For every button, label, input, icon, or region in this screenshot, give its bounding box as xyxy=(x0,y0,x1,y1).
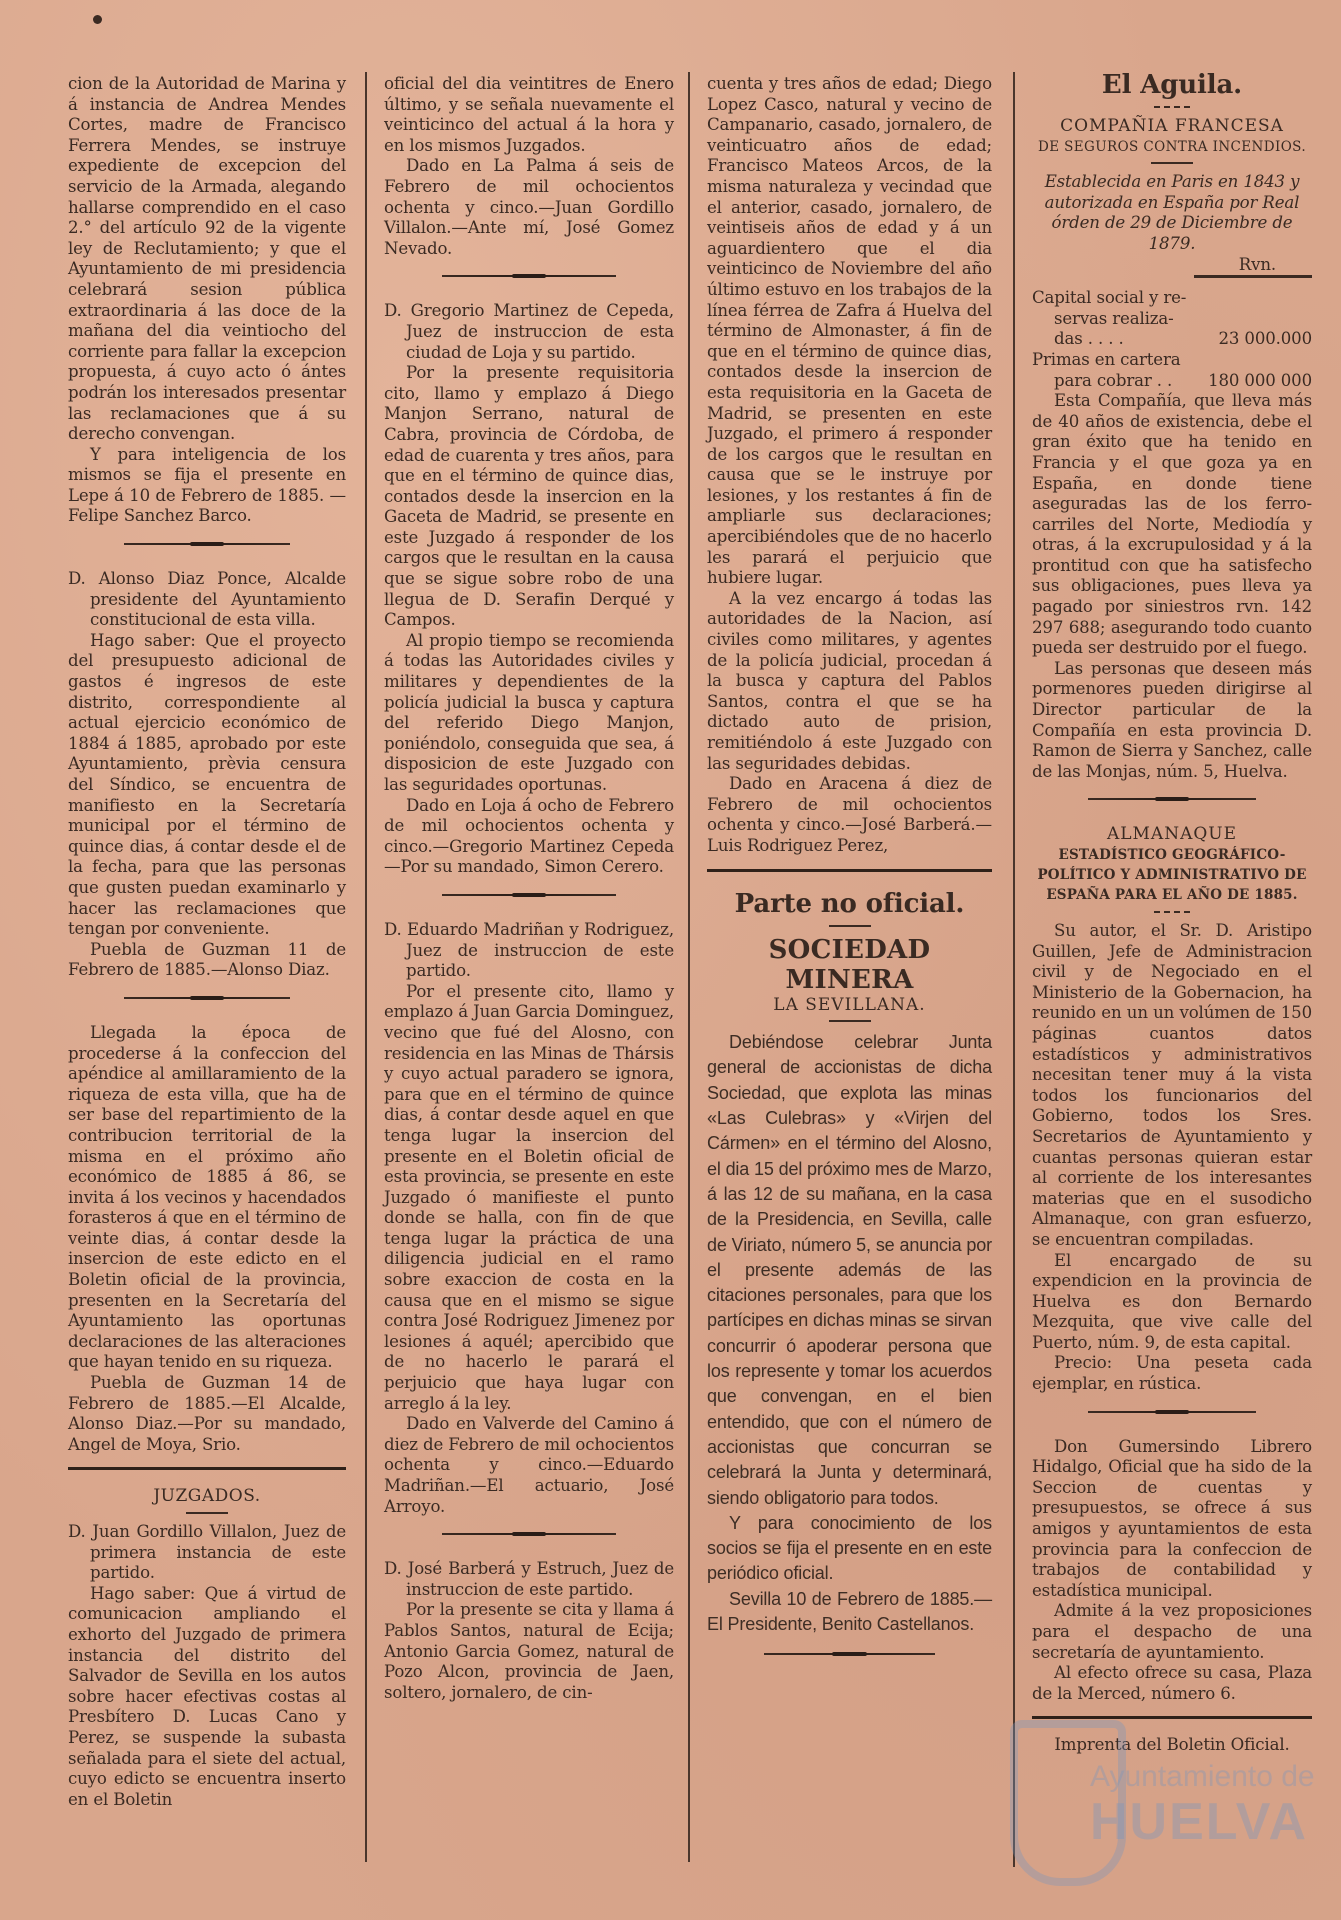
section-divider xyxy=(442,1533,616,1535)
barbera-notice-signature: Dado en Aracena á diez de Febrero de mil ochocientos ochenta y cinco.—José Barberá.—Luis Rodriguez Perez, xyxy=(707,774,992,855)
el-aguila-subtitle: COMPAÑIA FRANCESA xyxy=(1060,116,1284,136)
el-aguila-body: Esta Compañía, que lleva más de 40 años de existencia, debe el gran éxito que ha tenido en Francia y el que goza ya en España, en donde tiene aseguradas las de los ferro-carriles del Norte, Mediodía y otras, á la excrupulosidad y á la prontitud con que ha satisfecho sus obligaciones, pues lleva ya pagado por siniestros rvn. 142 297 688; asegurando todo cuanto pueda ser destruido por el fuego. xyxy=(1032,391,1312,658)
el-aguila-establishment: Establecida en Paris en 1843 y autorizada en España por Real órden de 29 de Diciembre de 1879. xyxy=(1044,172,1300,253)
column-2 xyxy=(384,74,674,1703)
amillaramiento-notice-body: Llegada la época de procederse á la confeccion del apéndice al amillaramiento de la riqueza de esta villa, que ha de ser base del repartimiento de la contribucion territorial de la misma en el próximo año económico de 1885 á 86, se invita á los vecinos y hacendados forasteros á que en el término de veinte dias, á contar desde la insercion de este edicto en el Boletin oficial de la provincia, presenten en la Secretaría del Ayuntamiento las oportunas declaraciones de las alteraciones que hayan tenido en su riqueza. xyxy=(68,1022,346,1372)
el-aguila-body-2: Las personas que deseen más pormenores pueden dirigirse al Director particular de la Compañía en esta provincia D. Ramon de Sierra y Sanchez, calle de las Monjas, núm. 5, Huelva. xyxy=(1032,658,1312,781)
minera-notice-body: Debiéndose celebrar Junta general de accionistas de dicha Sociedad, que explota las minas «Las Culebras» y «Virjen del Cármen» en el término del Alosno, el dia 15 del próximo mes de Marzo, á las 12 de su mañana, en la casa de la Presidencia, en Sevilla, calle de Viriato, número 5, se anuncia por el presente además de las citaciones personales, para que los partícipes en dichas minas se sirvan concurrir ó apoderar persona que los represente y tomar los acuerdos que convengan, en el bien entendido, que con el número de accionistas que concurran se celebrará la Junta y determinará, siendo obligatorio para todos. xyxy=(707,1032,992,1508)
watermark-line-2: HUELVA xyxy=(1090,1793,1309,1851)
almanaque-body-2: El encargado de su expendicion en la provincia de Huelva es don Bernardo Mezquita, que vive calle del Puerto, núm. 9, de esta capital. xyxy=(1032,1250,1312,1352)
lepe-notice-signature: Y para inteligencia de los mismos se fija el presente en Lepe á 10 de Febrero de 1885. —Felipe Sanchez Barco. xyxy=(68,444,346,526)
column-rule xyxy=(365,72,367,1862)
alonso-notice-body: Hago saber: Que el proyecto del presupuesto adicional de gastos é ingresos de este distrito, correspondiente al actual ejercicio económico de 1884 á 1885, aprobado por este Ayuntamiento, prèvia censura del Síndico, se encuentra de manifiesto en la Secretaría municipal por el término de quince dias, á contar desde el de la fecha, para que las personas que gusten puedan examinarlo y hacer las reclamaciones que tengan por conveniente. xyxy=(68,630,346,939)
heading-rule xyxy=(1154,106,1190,108)
almanaque-body: Su autor, el Sr. D. Aristipo Guillen, Jefe de Administracion civil y de Negociado en el Ministerio de la Gobernacion, ha reunido en un un volúmen de 150 páginas cuantos datos estadísticos y administrativos necesitan tener muy á la vista todos los funcionarios del Gobierno, todos los Sres. Secretarios de Ayuntamiento y cuantas personas quieran estar al corriente de los interesantes materias que en el susodicho Almanaque, con gran esfuerzo, se encuentran compiladas. xyxy=(1032,921,1312,1249)
gordillo-notice-continued: oficial del dia veintitres de Enero último, y se señala nuevamente el veinticinco del actual á la hora y en los mismos Juzgados. xyxy=(384,74,674,155)
cepeda-notice-heading: D. Gregorio Martinez de Cepeda, Juez de instruccion de esta ciudad de Loja y su partido. xyxy=(384,301,674,362)
heading-rule xyxy=(829,925,871,927)
alonso-notice-heading: D. Alonso Diaz Ponce, Alcalde presidente del Ayuntamiento constitucional de esta villa. xyxy=(68,569,346,630)
section-divider xyxy=(1088,1411,1256,1413)
imprenta-footer: Imprenta del Boletin Oficial. xyxy=(1054,1735,1290,1755)
currency-label: Rvn. xyxy=(1238,254,1276,274)
column-4 xyxy=(1032,70,1312,1756)
section-divider xyxy=(764,1653,935,1655)
primas-value: 180 000 000 xyxy=(1208,370,1312,390)
section-rule xyxy=(68,1467,346,1470)
heading-rule xyxy=(1154,911,1190,913)
madrinan-notice-signature: Dado en Valverde del Camino á diez de Febrero de mil ochocientos ochenta y cinco.—Eduardo Madriñan.—El actuario, José Arroyo. xyxy=(384,1414,674,1516)
sociedad-minera-subtitle: LA SEVILLANA. xyxy=(773,994,926,1015)
gordillo-notice-body: Hago saber: Que á virtud de comunicacion ampliando el exhorto del Juzgado de primera instancia del distrito del Salvador de Sevilla en los autos sobre hacer efectivas costas al Presbítero D. Lucas Cano y Perez, se suspende la subasta señalada para el siete del actual, cuyo edicto se encuentra inserto en el Boletin xyxy=(68,1583,346,1809)
madrinan-notice-heading: D. Eduardo Madriñan y Rodriguez, Juez de instruccion de este partido. xyxy=(384,919,674,981)
parte-no-oficial-heading: Parte no oficial. xyxy=(734,888,965,919)
cepeda-notice-signature: Dado en Loja á ocho de Febrero de mil ochocientos ochenta y cinco.—Gregorio Martinez Cepeda —Por su mandado, Simon Cerero. xyxy=(384,795,674,877)
primas-row xyxy=(1032,350,1312,391)
barbera-notice-heading: D. José Barberá y Estruch, Juez de instruccion de este partido. xyxy=(384,1559,674,1599)
gumersindo-body-3: Al efecto ofrece su casa, Plaza de la Merced, número 6. xyxy=(1032,1663,1312,1703)
capital-value: 23 000.000 xyxy=(1218,329,1312,349)
column-3 xyxy=(707,74,992,1679)
section-divider xyxy=(442,894,616,896)
watermark-line-1: Ayuntamiento de xyxy=(1090,1760,1315,1793)
barbera-notice-body: Por la presente se cita y llama á Pablos Santos, natural de Ecija; Antonio Garcia Gomez, natural de Pozo Alcon, provincia de Jaen, soltero, jornalero, de cin- xyxy=(384,1600,674,1702)
column-1 xyxy=(68,74,346,1810)
gumersindo-body-2: Admite á la vez proposiciones para el despacho de una secretaría de ayuntamiento. xyxy=(1032,1601,1312,1662)
almanaque-subtitle: ESTADÍSTICO GEOGRÁFICO-POLÍTICO Y ADMINISTRATIVO DE ESPAÑA PARA EL AÑO DE 1885. xyxy=(1037,847,1307,903)
almanaque-price: Precio: Una peseta cada ejemplar, en rústica. xyxy=(1032,1353,1312,1394)
section-divider xyxy=(124,997,291,999)
capital-label-2: servas realiza- xyxy=(1054,308,1174,328)
capital-row xyxy=(1032,288,1312,350)
primas-label: Primas en cartera xyxy=(1032,349,1181,369)
section-rule xyxy=(707,869,992,872)
gordillo-notice-heading: D. Juan Gordillo Villalon, Juez de primera instancia de este partido. xyxy=(68,1522,346,1583)
barbera-notice-continued: cuenta y tres años de edad; Diego Lopez Casco, natural y vecino de Campanario, casado, jornalero, de veinticuatro años de edad; Francisco Mateos Arcos, de la misma naturaleza y vecindad que el anterior, casado, jornalero, de veintiseis años de edad y á un aguardientero que el dia veinticinco de Noviembre del año último estuvo en los trabajos de la línea férrea de Zafra á Huelva del término de Almonaster, á fin de que en el término de quince dias, contados desde la insercion de esta requisitoria en la Gaceta de Madrid, se presenten en este Juzgado, el primero á responder de los cargos que le resultan en causa que se le instruye por lesiones, y los restantes á fin de ampliarle sus declaraciones; apercibiéndoles que de no hacerlo les parará el perjuicio que hubiere lugar. xyxy=(707,74,992,588)
madrinan-notice-body: Por el presente cito, llamo y emplazo á Juan Garcia Dominguez, vecino que fué del Alosno, con residencia en las Minas de Thársis y cuyo actual paradero se ignora, para que en el término de quince dias, á contar desde aquel en que tenga lugar la insercion del presente en el Boletin oficial de esta provincia, se presente en este Juzgado ó manifieste el punto donde se halla, con fin de que tenga lugar la práctica de una diligencia judicial en el ramo sobre exaccion de costa en la causa que en el mismo se sigue contra José Rodriguez Jimenez por lesiones á aquél; apercibido que de no hacerlo le parará el perjuicio que haya lugar con arreglo á la ley. xyxy=(384,981,674,1413)
section-divider xyxy=(124,543,291,545)
currency-rule xyxy=(1194,275,1312,278)
minera-notice-body-2: Y para conocimiento de los socios se fija el presente en en este periódico oficial. xyxy=(707,1512,992,1584)
lepe-notice-body: cion de la Autoridad de Marina y á instancia de Andrea Mendes Cortes, madre de Francisco Ferrera Mendes, se instruye expediente de excepcion del servicio de la Armada, alegando hallarse comprendido en el caso 2.° del artículo 92 de la vigente ley de Reclutamiento; y que el Ayuntamiento de mi presidencia celebrará sesion pública extraordinaria á las doce de la mañana del dia veintiocho del corriente para fallar la excepcion propuesta, á cuyo acto ó ántes podrán los interesados presentar las reclamaciones que á su derecho convengan. xyxy=(68,74,346,444)
heading-rule xyxy=(1151,162,1193,164)
alonso-notice-signature: Puebla de Guzman 11 de Febrero de 1885.—Alonso Diaz. xyxy=(68,939,346,980)
heading-rule xyxy=(186,1512,228,1514)
section-divider xyxy=(1088,798,1256,800)
almanaque-title: ALMANAQUE xyxy=(1106,824,1238,845)
huelva-watermark xyxy=(1040,1750,1320,1870)
gordillo-notice-signature: Dado en La Palma á seis de Febrero de mil ochocientos ochenta y cinco.—Juan Gordillo Villalon.—Ante mí, José Gomez Nevado. xyxy=(384,156,674,258)
gumersindo-body: Don Gumersindo Librero Hidalgo, Oficial que ha sido de la Seccion de cuentas y presupuestos, se ofrece á sus amigos y ayuntamientos de esta provincia para la confeccion de trabajos de contabilidad y estadística municipal. xyxy=(1032,1436,1312,1600)
barbera-notice-body-2: A la vez encargo á todas las autoridades de la Nacion, así civiles como militares, y agentes de la policía judicial, procedan á la busca y captura del Pablos Santos, contra el que se ha dictado auto de prision, remitiéndolo á este Juzgado con las seguridades debidas. xyxy=(707,588,992,773)
capital-label-3: das . . . . xyxy=(1054,329,1124,349)
section-divider xyxy=(442,275,616,277)
cepeda-notice-body-2: Al propio tiempo se recomienda á todas las Autoridades civiles y militares y dependientes de la policía judicial la busca y captura del referido Diego Manjon, poniéndolo, conseguida que sea, á disposicion de este Juzgado con las seguridades oportunas. xyxy=(384,630,674,794)
capital-label: Capital social y re- xyxy=(1032,288,1187,308)
column-rule xyxy=(1013,72,1015,1867)
el-aguila-subtitle-2: DE SEGUROS CONTRA INCENDIOS. xyxy=(1037,138,1307,155)
minera-notice-signature: Sevilla 10 de Febrero de 1885.—El Presidente, Benito Castellanos. xyxy=(707,1588,992,1634)
sociedad-minera-title: SOCIEDAD MINERA xyxy=(768,934,931,995)
el-aguila-title: El Aguila. xyxy=(1101,70,1243,100)
section-rule xyxy=(1032,1716,1312,1719)
juzgados-heading: JUZGADOS. xyxy=(153,1486,261,1507)
amillaramiento-notice-signature: Puebla de Guzman 14 de Febrero de 1885.—El Alcalde, Alonso Diaz.—Por su mandado, Angel de Moya, Srio. xyxy=(68,1373,346,1454)
column-rule xyxy=(688,72,690,1862)
heading-rule xyxy=(829,1020,871,1022)
page-ink-dot xyxy=(93,15,102,24)
primas-label-2: para cobrar . . xyxy=(1054,370,1173,390)
cepeda-notice-body: Por la presente requisitoria cito, llamo y emplazo á Diego Manjon Serrano, natural de Cabra, provincia de Córdoba, de edad de cuarenta y tres años, para que en el término de quince dias, contados desde la insercion en la Gaceta de Madrid, se presente en este Juzgado á responder de los cargos que le resultan en la causa que se sigue sobre robo de una llegua de D. Serafin Derqué y Campos. xyxy=(384,363,674,630)
